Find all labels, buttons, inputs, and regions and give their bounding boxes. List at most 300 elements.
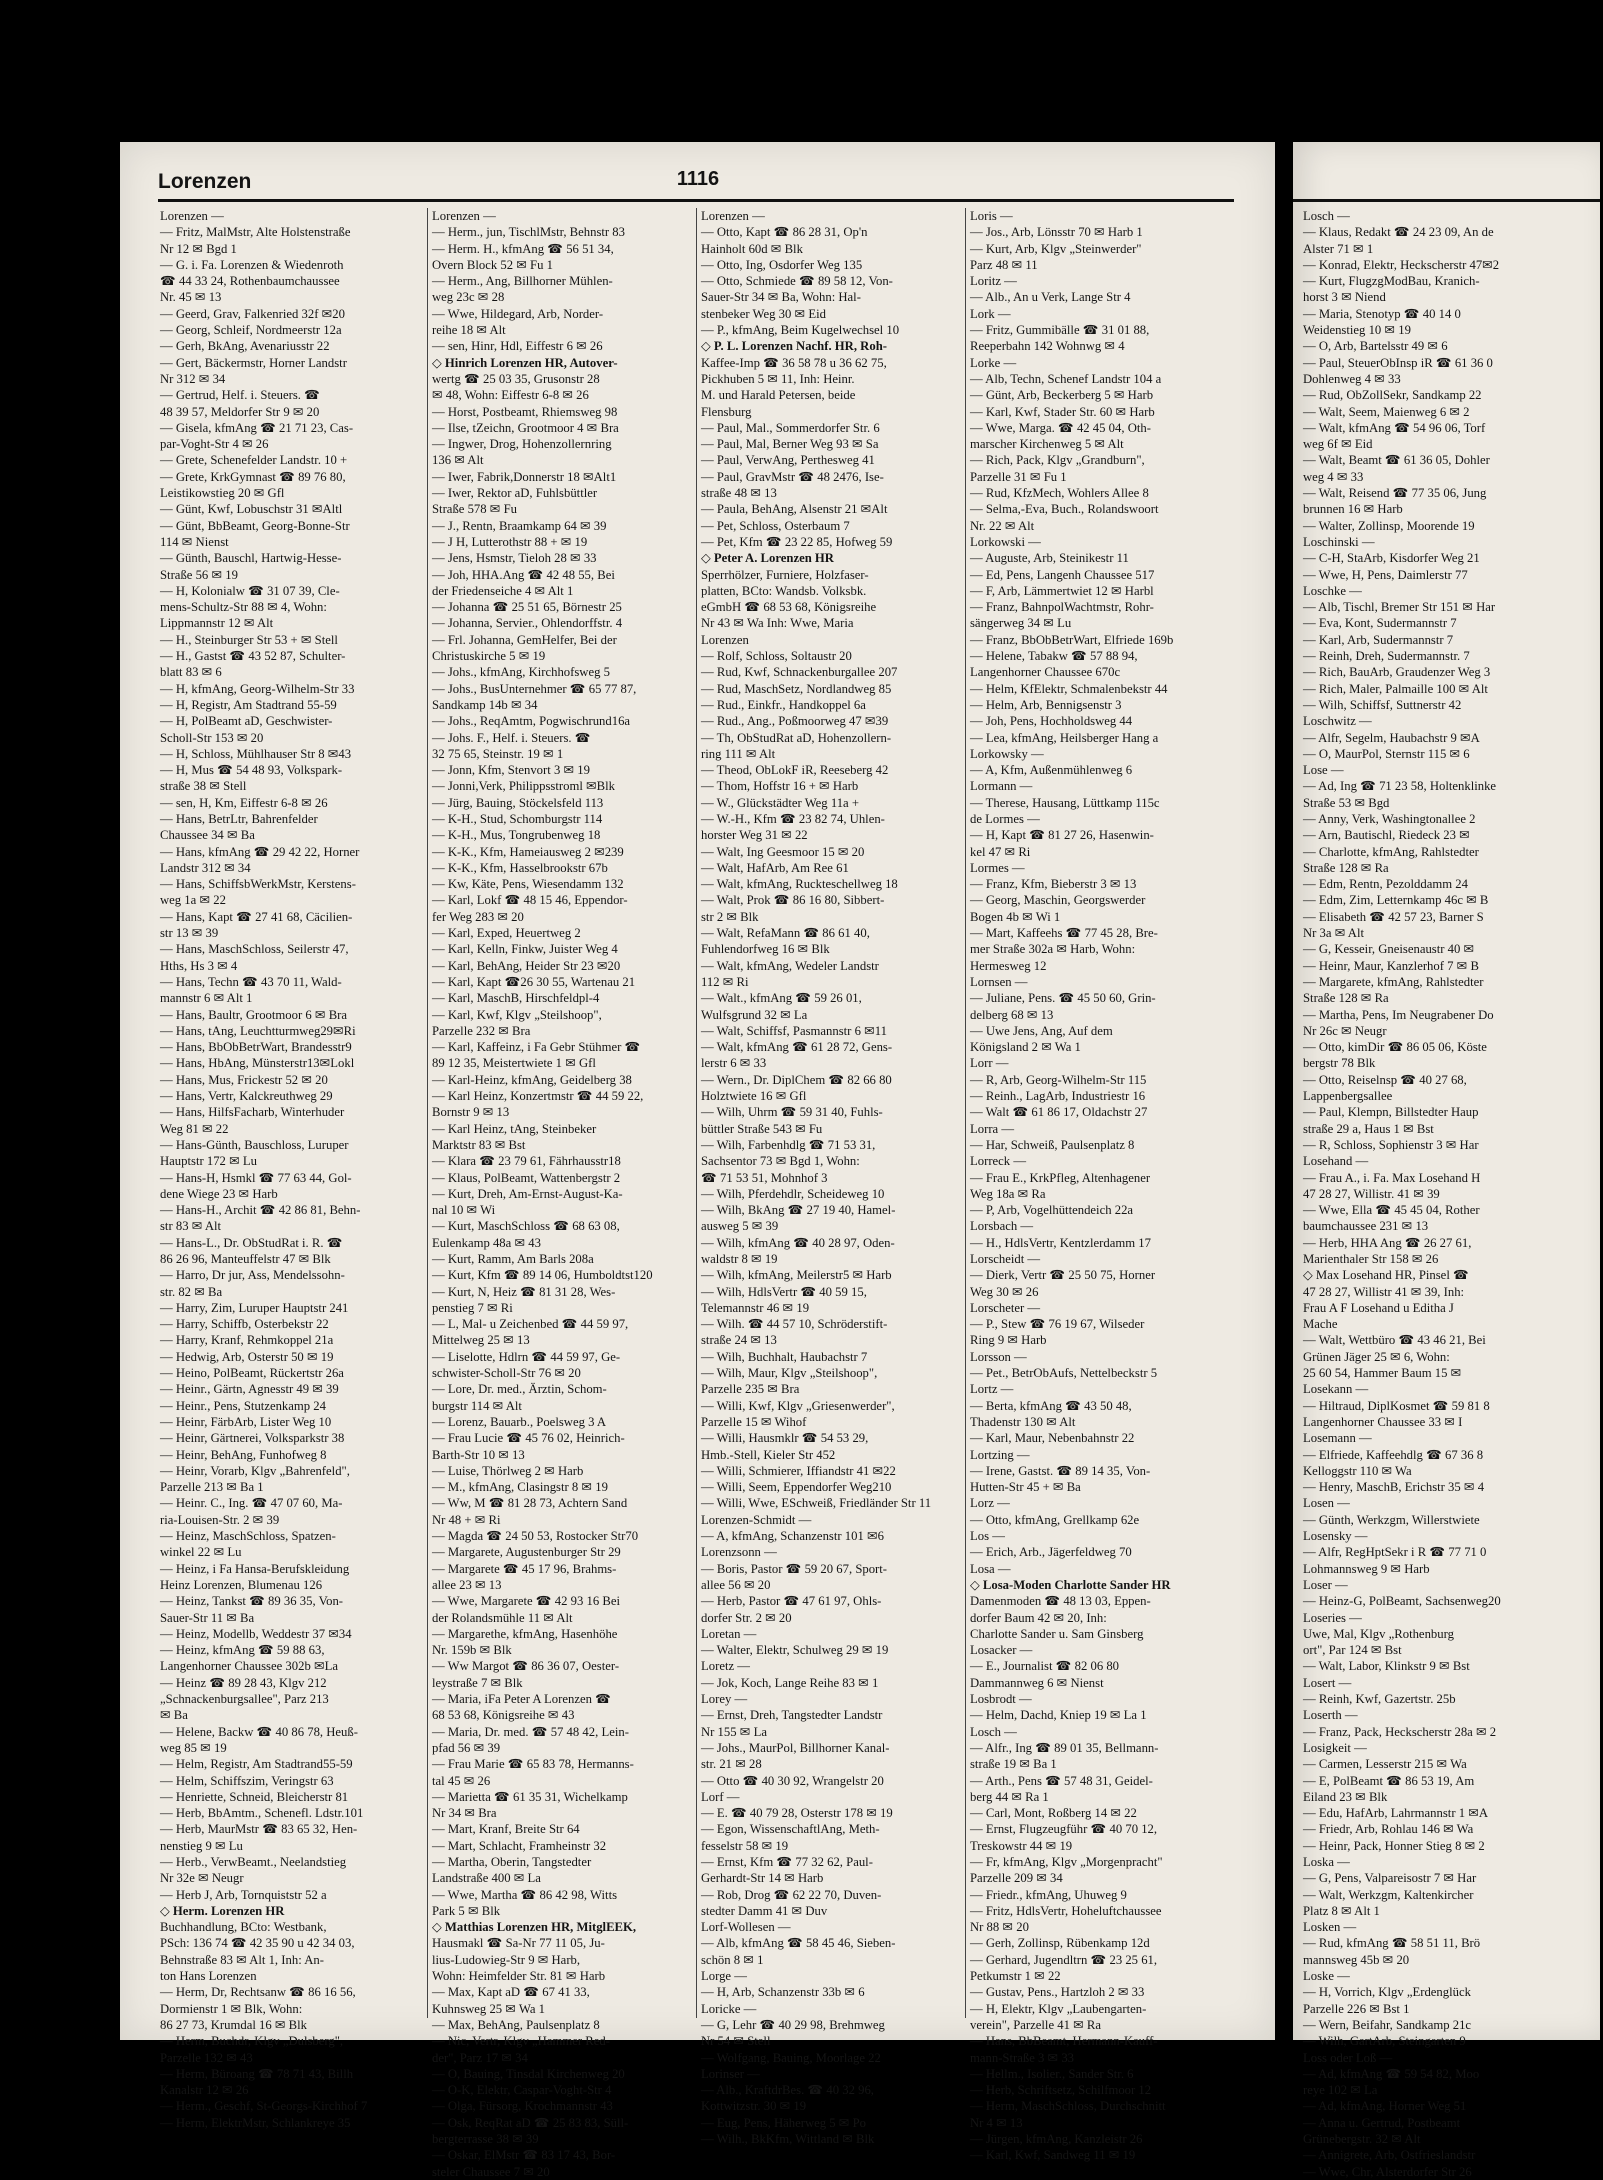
directory-entry-line: Parzelle 15 ✉ Wihof (701, 1414, 807, 1429)
directory-entry-line: — Walt, kfmAng, Ruckteschellweg 18 (701, 877, 898, 892)
directory-entry-line: — Rud., Einkfr., Handkoppel 6a (701, 697, 866, 712)
directory-entry-line: — H., Gastst ☎ 43 52 87, Schulter- (160, 649, 346, 664)
directory-entry-line: ◇ Peter A. Lorenzen HR (701, 551, 834, 566)
directory-entry-line: Losch — (1303, 209, 1350, 223)
directory-entry-line: mer Straße 302a ✉ Harb, Wohn: (970, 942, 1136, 957)
directory-entry-line: ✉ 48, Wohn: Eiffestr 6-8 ✉ 26 (432, 388, 589, 403)
directory-entry-line: waldstr 8 ✉ 19 (701, 1252, 778, 1266)
next-page (1293, 142, 1600, 2179)
directory-entry-line: — Erich, Arb., Jägerfeldweg 70 (970, 1545, 1132, 1560)
directory-entry-line: — Paul, Mal., Sommerdorfer Str. 6 (701, 420, 880, 435)
directory-entry-line: — Karl, Kwf, Stader Str. 60 ✉ Harb (970, 404, 1155, 419)
directory-entry-line: str 2 ✉ Blk (701, 909, 759, 924)
directory-entry-line: — H, Arb, Schanzenstr 33b ✉ 6 (701, 1985, 865, 2000)
directory-entry-line: — Gert, Bäckermstr, Horner Landstr (160, 355, 347, 370)
directory-entry-line: — Kurt, FlugzgModBau, Kranich- (1303, 274, 1480, 289)
directory-entry-line: — K-H., Mus, Tongrubenweg 18 (432, 828, 601, 843)
directory-entry-line: — Heinr., Gärtn, Agnesstr 49 ✉ 39 (160, 1382, 339, 1397)
directory-entry-line: — Walter, Zollinsp, Moorende 19 (1303, 518, 1475, 533)
directory-entry-line: — Rud, Kwf, Schnackenburgallee 207 (701, 665, 898, 680)
directory-entry-line: 48 39 57, Meldorfer Str 9 ✉ 20 (160, 404, 320, 419)
directory-entry-line: — H., Steinburger Str 53 + ✉ Stell (160, 632, 338, 647)
directory-entry-line: marscher Kirchenweg 5 ✉ Alt (970, 437, 1124, 452)
directory-entry-line: — Selma,-Eva, Buch., Rolandswoort (970, 502, 1159, 517)
directory-entry-line: Hmb.-Stell, Kieler Str 452 (701, 1447, 836, 1462)
directory-entry-line: — Elisabeth ☎ 42 57 23, Barner S (1303, 909, 1484, 924)
directory-entry-line: — Wilh, Maur, Klgv „Steilshoop", (701, 1366, 878, 1381)
directory-entry-line: — Wilh, kfmAng, Meilerstr5 ✉ Harb (701, 1268, 892, 1283)
directory-entry-line: — Alb, Tischl, Bremer Str 151 ✉ Har (1303, 600, 1496, 615)
directory-entry-line: — Rich, Maler, Palmaille 100 ✉ Alt (1303, 681, 1488, 696)
column-2 (427, 208, 696, 2179)
directory-entry-line: Nr. 22 ✉ Alt (970, 518, 1035, 533)
directory-entry-line: — Har, Schweiß, Paulsenplatz 8 (970, 1137, 1135, 1152)
directory-entry-line: brunnen 16 ✉ Harb (1303, 502, 1403, 517)
directory-entry-line: — Marietta ☎ 61 35 31, Wichelkamp (432, 1789, 628, 1804)
directory-entry-line: Losbrodt — (970, 1692, 1032, 1707)
directory-entry-line: — Alb, Techn, Schenef Landstr 104 a (970, 371, 1162, 386)
directory-entry-line: — Otto, kimDir ☎ 86 05 06, Köste (1303, 1040, 1487, 1055)
directory-entry-line: — H, Schloss, Mühlhauser Str 8 ✉43 (160, 746, 352, 761)
directory-entry-line: kel 47 ✉ Ri (970, 844, 1031, 859)
directory-entry-line: — Wilh, Farbenhdlg ☎ 71 53 31, (701, 1137, 876, 1152)
directory-entry-line: — Kurt, N, Heiz ☎ 81 31 28, Wes- (432, 1284, 616, 1299)
directory-entry-line: winkel 22 ✉ Lu (160, 1545, 242, 1560)
directory-entry-line: — Wilh, HdlsVertr ☎ 40 59 15, (701, 1284, 867, 1299)
directory-entry-line: schön 8 ✉ 1 (701, 1952, 764, 1967)
directory-entry-line: — Hans, BetrLtr, Bahrenfelder (160, 811, 318, 826)
directory-entry-line: — Rich, BauArb, Graudenzer Weg 3 (1303, 665, 1491, 680)
directory-entry-line: — Th, ObStudRat aD, Hohenzollern- (701, 730, 892, 745)
directory-entry-line: — Iwer, Fabrik,Donnerstr 18 ✉Alt1 (432, 469, 617, 484)
directory-entry-line: — Walt, Ing Geesmoor 15 ✉ 20 (701, 844, 865, 859)
directory-entry-line: Lorge — (701, 1969, 747, 1984)
directory-entry-line: — Hans, Kapt ☎ 27 41 68, Cäcilien- (160, 909, 353, 924)
directory-entry-line: — Margarete, Augustenburger Str 29 (432, 1545, 621, 1560)
directory-entry-line: Mittelweg 25 ✉ 13 (432, 1333, 530, 1348)
directory-entry-line: — Rud., Ang., Poßmoorweg 47 ✉39 (701, 714, 889, 729)
directory-entry-line: — Edu, HafArb, Lahrmannstr 1 ✉A (1303, 1806, 1489, 1821)
directory-entry-line: Petkumstr 1 ✉ 22 (970, 1969, 1061, 1984)
directory-entry-line: — O, MaurPol, Sternstr 115 ✉ 6 (1303, 746, 1470, 761)
directory-entry-line: — G, Kesseir, Gneisenaustr 40 ✉ (1303, 942, 1475, 957)
directory-entry-line: — M., kfmAng, Clasingstr 8 ✉ 19 (432, 1480, 608, 1495)
directory-entry-line: 86 27 73, Krumdal 16 ✉ Blk (160, 2017, 308, 2032)
directory-entry-line: Hauptstr 172 ✉ Lu (160, 1154, 257, 1169)
directory-entry-line: ◇ Herm. Lorenzen HR (160, 1903, 285, 1918)
directory-entry-line: Nr 54 ✉ Stell (701, 2034, 771, 2049)
directory-entry-line: ort", Par 124 ✉ Bst (1303, 1643, 1402, 1658)
directory-entry-line: Nr 3a ✉ Alt (1303, 926, 1365, 941)
directory-entry-line: PSch: 136 74 ☎ 42 35 90 u 42 34 03, (160, 1936, 355, 1951)
directory-entry-line: — Osk, ReqRat aD ☎ 25 83 83, Süll- (432, 2115, 629, 2130)
directory-entry-line: delberg 68 ✉ 13 (970, 1007, 1054, 1022)
directory-entry-line: Loretz — (701, 1659, 750, 1674)
directory-entry-line: — sen, H, Km, Eiffestr 6-8 ✉ 26 (160, 795, 328, 810)
directory-entry-line: Straße 53 ✉ Bgd (1303, 795, 1390, 810)
directory-entry-line: — Alfr., Ing ☎ 89 01 35, Bellmann- (970, 1740, 1159, 1755)
directory-entry-line: Chaussee 34 ✉ Ba (160, 828, 255, 843)
directory-entry-line: — Ad, kfmAng, Horner Weg 51 (1303, 2099, 1467, 2114)
directory-entry-line: — Walt, Wettbüro ☎ 43 46 21, Bei (1303, 1333, 1486, 1348)
directory-entry-line: Sauer-Str 34 ✉ Ba, Wohn: Hal- (701, 290, 861, 305)
directory-entry-line: Lorf-Wollesen — (701, 1920, 791, 1935)
directory-entry-line: — Martha, Pens, Im Neugrabener Do (1303, 1007, 1494, 1022)
directory-entry-line: — Herm, ElektrMstr, Schlankreye 35 (160, 2115, 351, 2130)
directory-entry-line: penstieg 7 ✉ Ri (432, 1300, 513, 1315)
directory-entry-line: M. und Harald Petersen, beide (701, 388, 856, 403)
directory-entry-line: Alster 71 ✉ 1 (1303, 241, 1374, 256)
directory-entry-line: — Margarete, kfmAng, Rahlstedter (1303, 974, 1484, 989)
directory-entry-line: de Lormes — (970, 811, 1040, 826)
page-number: 1116 (676, 168, 720, 190)
directory-entry-line: — Hellm., Isolier., Sander Str. 6 (970, 2066, 1134, 2081)
directory-entry-line: — Alfr, RegHptSekr i R ☎ 77 71 0 (1303, 1545, 1487, 1560)
directory-entry-line: — Lore, Dr. med., Ärztin, Schom- (432, 1382, 607, 1397)
directory-entry-line: — Helm, Schiffszim, Veringstr 63 (160, 1773, 334, 1788)
header-rule (158, 199, 1234, 202)
directory-entry-line: Losen — (1303, 1496, 1350, 1511)
directory-entry-line: — Karl, Lokf ☎ 48 15 46, Eppendor- (432, 893, 628, 908)
directory-entry-line: — E, PolBeamt ☎ 86 53 19, Am (1303, 1773, 1475, 1788)
directory-entry-line: — Otto, Schmiede ☎ 89 58 12, Von- (701, 274, 893, 289)
directory-entry-line: — Gerhard, Jugendltrn ☎ 23 25 61, (970, 1952, 1158, 1967)
directory-entry-line: Park 5 ✉ Blk (432, 1903, 501, 1918)
directory-entry-line: — Herm., jun, TischlMstr, Behnstr 83 (432, 225, 625, 240)
directory-entry-line: Losa — (970, 1561, 1011, 1576)
directory-entry-line: — Otto, kfmAng, Grellkamp 62e (970, 1512, 1140, 1527)
directory-entry-line: — Berta, kfmAng ☎ 43 50 48, (970, 1398, 1132, 1413)
directory-entry-line: — Carl, Mont, Roßberg 14 ✉ 22 (970, 1806, 1137, 1821)
directory-entry-line: ☎ 44 33 24, Rothenbaumchaussee (160, 274, 340, 289)
directory-entry-line: — Walt, kfmAng ☎ 61 28 72, Gens- (701, 1040, 893, 1055)
directory-entry-line: allee 23 ✉ 13 (432, 1577, 502, 1592)
directory-entry-line: Lorkowski — (970, 534, 1041, 549)
directory-entry-line: — Wilh, Uhrm ☎ 59 31 40, Fuhls- (701, 1105, 883, 1120)
directory-entry-line: Bornstr 9 ✉ 13 (432, 1105, 510, 1120)
column-4 (965, 208, 1234, 2163)
directory-entry-line: — Karl, BehAng, Heider Str 23 ✉20 (432, 958, 621, 973)
directory-entry-line: Parzelle 209 ✉ 34 (970, 1871, 1063, 1886)
directory-entry-line: Losert — (1303, 1675, 1352, 1690)
directory-entry-line: Hutten-Str 45 + ✉ Ba (970, 1480, 1081, 1495)
directory-entry-line: — Gisela, kfmAng ☎ 21 71 23, Cas- (160, 420, 354, 435)
directory-entry-line: Parz 48 ✉ 11 (970, 257, 1038, 272)
directory-entry-line: Reeperbahn 142 Wohnwg ✉ 4 (970, 339, 1125, 354)
directory-entry-line: — Otto, Ing, Osdorfer Weg 135 (701, 257, 863, 272)
directory-entry-line: Eulenkamp 48a ✉ 43 (432, 1235, 541, 1250)
directory-entry-line: — Paul, VerwAng, Perthesweg 41 (701, 453, 875, 468)
header-name: Lorenzen (158, 170, 252, 193)
directory-entry-line: — Juliane, Pens. ☎ 45 50 60, Grin- (970, 991, 1156, 1006)
directory-entry-line: — Edm, Zim, Letternkamp 46c ✉ B (1303, 893, 1489, 908)
directory-entry-line: Lorkowsky — (970, 746, 1044, 761)
directory-entry-line: bergterrasse 38 ✉ 39 (432, 2132, 539, 2147)
directory-entry-line: — Friedr, Arb, Rohlau 146 ✉ Wa (1303, 1822, 1474, 1837)
directory-entry-line: — Willi, Seem, Eppendorfer Weg210 (701, 1480, 892, 1495)
directory-entry-line: 136 ✉ Alt (432, 453, 484, 468)
directory-entry-line: — Wilh, Pferdehdlr, Scheideweg 10 (701, 1186, 885, 1201)
directory-entry-line: — Dierk, Vertr ☎ 25 50 75, Horner (970, 1268, 1156, 1283)
directory-entry-line: Lortzing — (970, 1447, 1030, 1462)
directory-entry-line: — Günth, Werkzgm, Willerstwiete (1303, 1512, 1480, 1527)
directory-entry-line: blatt 83 ✉ 6 (160, 665, 222, 680)
directory-entry-line: Damenmoden ☎ 48 13 03, Eppen- (970, 1594, 1151, 1609)
directory-entry-line: — Friedr., kfmAng, Uhuweg 9 (970, 1887, 1127, 1902)
entry-columns (158, 208, 1234, 2179)
directory-entry-line: Grünebergstr. 32 ✉ Alt (1303, 2132, 1421, 2147)
directory-entry-line: — Herm, Dr, Rechtsanw ☎ 86 16 56, (160, 1985, 356, 2000)
directory-entry-line: Langenhorner Chaussee 302b ✉La (160, 1659, 338, 1674)
directory-entry-line: — Heinz-G, PolBeamt, Sachsenweg20 (1303, 1594, 1501, 1609)
directory-entry-line: — Walt, RefaMann ☎ 86 61 40, (701, 926, 870, 941)
directory-entry-line: Bogen 4b ✉ Wi 1 (970, 909, 1061, 924)
directory-entry-line: — Carmen, Lesserstr 215 ✉ Wa (1303, 1757, 1467, 1772)
directory-entry-line: — Karl, Maur, Nebenbahnstr 22 (970, 1431, 1135, 1446)
directory-entry-line: Nr. 45 ✉ 13 (160, 290, 222, 305)
directory-entry-line: — Heinz, i Fa Hansa-Berufskleidung (160, 1561, 350, 1576)
directory-entry-line: Loschinski — (1303, 534, 1375, 549)
directory-entry-line: Lose — (1303, 763, 1344, 778)
directory-entry-line: Ring 9 ✉ Harb (970, 1333, 1047, 1348)
directory-entry-line: — Helm, Arb, Bennigsenstr 3 (970, 697, 1122, 712)
directory-entry-line: — Helene, Tabakw ☎ 57 88 94, (970, 649, 1138, 664)
directory-entry-line: Nr 32e ✉ Neugr (160, 1871, 244, 1886)
directory-entry-line: 112 ✉ Ri (701, 974, 749, 989)
directory-entry-line: par-Voght-Str 4 ✉ 26 (160, 437, 269, 452)
directory-entry-line: — Hans, MaschSchloss, Seilerstr 47, (160, 942, 349, 957)
directory-entry-line: Losekann — (1303, 1382, 1369, 1397)
directory-entry-line: — H, Elektr, Klgv „Laubengarten- (970, 2001, 1147, 2016)
directory-entry-line: — Harry, Kranf, Rehmkoppel 21a (160, 1333, 334, 1348)
directory-entry-line: Nr 48 + ✉ Ri (432, 1512, 501, 1527)
directory-entry-line: — Karl, Kaffeinz, i Fa Gebr Stühmer ☎ (432, 1040, 641, 1055)
directory-entry-line: — Hans, BbBeamt, Hermann-Kauff- (970, 2034, 1158, 2049)
directory-entry-line: Lorsson — (970, 1349, 1027, 1364)
directory-entry-line: ✉ Ba (160, 1708, 188, 1723)
directory-entry-line: — Pet., BetrObAufs, Nettelbeckstr 5 (970, 1366, 1158, 1381)
directory-entry-line: — Walt, Schiffsf, Pasmannstr 6 ✉11 (701, 1023, 887, 1038)
directory-entry-line: — Hiltraud, DiplKosmet ☎ 59 81 8 (1303, 1398, 1490, 1413)
directory-entry-line: weg 1a ✉ 22 (160, 893, 226, 908)
directory-entry-line: Lorenzsonn — (701, 1545, 777, 1560)
directory-entry-line: — Therese, Hausang, Lüttkamp 115c (970, 795, 1160, 810)
directory-entry-line: — Karl, Kelln, Finkw, Juister Weg 4 (432, 942, 618, 957)
directory-entry-line: — Walt., kfmAng ☎ 59 26 01, (701, 991, 862, 1006)
directory-entry-line: nenstieg 9 ✉ Lu (160, 1838, 243, 1853)
directory-entry-line: — Jos., Arb, Lönsstr 70 ✉ Harb 1 (970, 225, 1143, 240)
directory-entry-line: — Herm., Geschf, St-Georgs-Kirchhof 7 (160, 2099, 368, 2114)
directory-entry-line: — Irene, Gastst. ☎ 89 14 35, Von- (970, 1463, 1151, 1478)
directory-entry-line: Straße 578 ✉ Fu (432, 502, 517, 517)
directory-entry-line: — Heinz ☎ 89 28 43, Klgv 212 (160, 1675, 327, 1690)
directory-entry-line: Lortz — (970, 1382, 1014, 1397)
directory-entry-line: — Johanna, Servier., Ohlendorffstr. 4 (432, 616, 623, 631)
directory-entry-line: weg 4 ✉ 33 (1303, 469, 1364, 484)
directory-entry-line: — Wilh, Buchhalt, Haubachstr 7 (701, 1349, 868, 1364)
directory-entry-line: — Paul, GravMstr ☎ 48 2476, Ise- (701, 469, 884, 484)
directory-entry-line: Loricke — (701, 2001, 757, 2016)
directory-entry-line: ton Hans Lorenzen (160, 1969, 257, 1984)
directory-entry-line: mann-Straße 3 ✉ 33 (970, 2050, 1075, 2065)
directory-entry-line: Buchhandlung, BCto: Westbank, (160, 1920, 327, 1935)
directory-entry-line: — Karl, Kapt ☎26 30 55, Wartenau 21 (432, 974, 636, 989)
directory-entry-line: — Hans, Baultr, Grootmoor 6 ✉ Bra (160, 1007, 348, 1022)
directory-entry-line: — Rich, Pack, Klgv „Grandburn", (970, 453, 1145, 468)
directory-entry-line: — Walt, Prok ☎ 86 16 80, Sibbert- (701, 893, 885, 908)
directory-entry-line: — Georg, Maschin, Georgswerder (970, 893, 1146, 908)
directory-entry-line: — Oskar, ElMstr ☎ 83 17 43, Bor- (432, 2148, 616, 2163)
directory-entry-line: — Geerd, Grav, Falkenried 32f ✉20 (160, 306, 345, 321)
directory-entry-line: reihe 18 ✉ Alt (432, 323, 506, 338)
directory-entry-line: Weg 18a ✉ Ra (970, 1186, 1046, 1201)
directory-entry-line: Nr 43 ✉ Wa Inh: Wwe, Maria (701, 616, 854, 631)
directory-entry-line: 86 26 96, Manteuffelstr 47 ✉ Blk (160, 1252, 331, 1266)
directory-entry-line: Overn Block 52 ✉ Fu 1 (432, 257, 553, 272)
directory-entry-line: — Mart, Schlacht, Framheinstr 32 (432, 1838, 607, 1853)
directory-entry-line: Loschwitz — (1303, 714, 1372, 729)
directory-entry-line: — Paul, Klempn, Billstedter Haup (1303, 1105, 1479, 1120)
directory-entry-line: Loser — (1303, 1577, 1348, 1592)
directory-entry-line: Nr 34 ✉ Bra (432, 1806, 497, 1821)
directory-entry-line: Lorscheter — (970, 1300, 1041, 1315)
directory-entry-line: Barth-Str 10 ✉ 13 (432, 1447, 525, 1462)
directory-entry-line: ria-Louisen-Str. 2 ✉ 39 (160, 1512, 280, 1527)
directory-entry-line: schwister-Scholl-Str 76 ✉ 20 (432, 1366, 581, 1381)
directory-entry-line: burgstr 114 ✉ Alt (432, 1398, 522, 1413)
directory-entry-line: ring 111 ✉ Alt (701, 746, 776, 761)
directory-entry-line: — P., kfmAng, Beim Kugelwechsel 10 (701, 323, 900, 338)
directory-entry-line: — Egon, WissenschaftlAng, Meth- (701, 1822, 880, 1837)
directory-entry-line: Sandkamp 14b ✉ 34 (432, 697, 538, 712)
directory-entry-line: Platz 8 ✉ Alt 1 (1303, 1903, 1380, 1918)
directory-entry-line: Lorinser — (701, 2066, 760, 2081)
directory-entry-line: Lorey — (701, 1692, 748, 1707)
directory-entry-line: — Reinh, Kwf, Gazertstr. 25b (1303, 1692, 1456, 1707)
directory-entry-line: — Hans, SchiffsbWerkMstr, Kerstens- (160, 877, 356, 892)
directory-entry-line: — Johs., ReqAmtm, Pogwischrund16a (432, 714, 631, 729)
directory-entry-line: Sperrhölzer, Furniere, Holzfaser- (701, 567, 869, 582)
directory-entry-line: — Wwe, Martha ☎ 86 42 98, Witts (432, 1887, 618, 1902)
directory-entry-line: Pickhuben 5 ✉ 11, Inh: Heinr. (701, 371, 855, 386)
directory-entry-line: stedter Damm 41 ✉ Duv (701, 1903, 828, 1918)
directory-entry-line: — Fritz, HdlsVertr, Hoheluftchaussee (970, 1903, 1162, 1918)
directory-entry-line: — Walt, Werkzgm, Kaltenkircher (1303, 1887, 1474, 1902)
directory-entry-line: 89 12 35, Meistertwiete 1 ✉ Gfl (432, 1056, 596, 1071)
directory-entry-line: Lorsbach — (970, 1219, 1034, 1234)
directory-entry-line: — Wilh, Schiffsf, Suttnerstr 42 (1303, 697, 1462, 712)
directory-entry-line: — Heinr, FärbArb, Lister Weg 10 (160, 1414, 332, 1429)
directory-entry-line: Loritz — (970, 274, 1017, 289)
directory-entry-line: Lippmannstr 12 ✉ Alt (160, 616, 274, 631)
directory-entry-line: — Eug, Pens, Häherweg 5 ✉ Po (701, 2115, 866, 2130)
directory-entry-line: ◇ Losa-Moden Charlotte Sander HR (970, 1577, 1171, 1592)
directory-entry-line: — Rud, kfmAng ☎ 58 51 11, Brö (1303, 1936, 1481, 1951)
directory-entry-line: stenbeker Weg 30 ✉ Eid (701, 306, 826, 321)
directory-entry-line: — Herm, MaschSchloss, Durchschnitt (970, 2099, 1166, 2114)
directory-entry-line: — Olga, Fürsorg, Krochmannstr 43 (432, 2099, 613, 2114)
directory-entry-line: — Heinz, Tankst ☎ 89 36 35, Von- (160, 1594, 344, 1609)
directory-entry-line: Marktstr 83 ✉ Bst (432, 1137, 526, 1152)
directory-entry-line: — Helm, KfElektr, Schmalenbekstr 44 (970, 681, 1168, 696)
directory-entry-line: str. 82 ✉ Ba (160, 1284, 223, 1299)
directory-entry-line: — J H, Lutterothstr 88 + ✉ 19 (432, 534, 588, 549)
directory-entry-line: — Elfriede, Kaffeehdlg ☎ 67 36 8 (1303, 1447, 1484, 1462)
directory-entry-line: — Harry, Zim, Luruper Hauptstr 241 (160, 1300, 349, 1315)
directory-entry-line: — Hans, HilfsFacharb, Winterhuder (160, 1105, 345, 1120)
directory-entry-line: verein", Parzelle 41 ✉ Ra (970, 2017, 1102, 2032)
directory-entry-line: Loserth — (1303, 1708, 1358, 1723)
directory-entry-line: Lorf — (701, 1789, 740, 1804)
directory-entry-line: — Arth., Pens ☎ 57 48 31, Geidel- (970, 1773, 1153, 1788)
directory-entry-line: Lorz — (970, 1496, 1010, 1511)
directory-entry-line: — Wwe, Chr, Alsterdorfer Str 26 (1303, 2164, 1472, 2179)
directory-entry-line: Parzelle 31 ✉ Fu 1 (970, 469, 1067, 484)
directory-entry-line: Thadenstr 130 ✉ Alt (970, 1414, 1076, 1429)
directory-entry-line: 25 60 54, Hammer Baum 15 ✉ (1303, 1366, 1462, 1381)
directory-entry-line: — H, PolBeamt aD, Geschwister- (160, 714, 333, 729)
directory-entry-line: — Otto, Kapt ☎ 86 28 31, Op'n (701, 225, 868, 240)
directory-entry-line: Lorenzen (701, 632, 749, 647)
directory-entry-line: — Anny, Verk, Washingtonallee 2 (1303, 811, 1476, 826)
directory-entry-line: 68 53 68, Königsreihe ✉ 43 (432, 1708, 575, 1723)
directory-entry-line: Weg 30 ✉ 26 (970, 1284, 1039, 1299)
directory-entry-line: — Paul, Mal, Berner Weg 93 ✉ Sa (701, 437, 879, 452)
directory-entry-line: weg 23c ✉ 28 (432, 290, 505, 305)
directory-entry-line: — Herb, BbAmtm., Schenefl. Ldstr.101 (160, 1806, 364, 1821)
directory-entry-line: — Iwer, Rektor aD, Fuhlsbüttler (432, 486, 598, 501)
directory-entry-line: — Herm, Büroang ☎ 78 71 43, Billh (160, 2066, 354, 2081)
directory-entry-line: nal 10 ✉ Wi (432, 1203, 496, 1218)
directory-entry-line: Loris — (970, 209, 1013, 223)
directory-entry-line: — Herm, Buchdr, Klgv „Dulsberg", (160, 2034, 344, 2049)
directory-entry-line: — Annigrete, Arb, Ostfrieslandstr (1303, 2148, 1476, 2163)
directory-entry-line: — Reinh, Dreh, Sudermannstr. 7 (1303, 649, 1470, 664)
directory-entry-line: Landstraße 400 ✉ La (432, 1871, 541, 1886)
directory-entry-line: — Margarethe, kfmAng, Hasenhöhe (432, 1626, 618, 1641)
directory-entry-line: — Kurt, Dreh, Am-Ernst-August-Ka- (432, 1186, 623, 1201)
directory-entry-line: — Klara ☎ 23 79 61, Fährhausstr18 (432, 1154, 621, 1169)
directory-entry-line: — Fritz, MalMstr, Alte Holstenstraße (160, 225, 351, 240)
directory-entry-line: Lorenzen — (160, 209, 224, 223)
directory-entry-line: — Mart, Kranf, Breite Str 64 (432, 1822, 580, 1837)
directory-entry-line: Dormienstr 1 ✉ Blk, Wohn: (160, 2001, 303, 2016)
directory-entry-line: — Wwe, Ella ☎ 45 45 04, Rother (1303, 1203, 1480, 1218)
directory-entry-line: Straße 128 ✉ Ra (1303, 860, 1389, 875)
directory-entry-line: — sen, Hinr, Hdl, Eiffestr 6 ✉ 26 (432, 339, 603, 354)
directory-entry-line: — Franz, BahnpolWachtmstr, Rohr- (970, 600, 1154, 615)
directory-entry-line: Treskowstr 44 ✉ 19 (970, 1838, 1073, 1853)
directory-entry-line: — K-H., Stud, Schomburgstr 114 (432, 811, 603, 826)
directory-entry-line: — Heinr. C., Ing. ☎ 47 07 60, Ma- (160, 1496, 343, 1511)
directory-entry-line: Kaffee-Imp ☎ 36 58 78 u 36 62 75, (701, 355, 887, 370)
directory-entry-line: Hausmakl ☎ Sa-Nr 77 11 05, Ju- (432, 1936, 605, 1951)
directory-entry-line: Kuhnsweg 25 ✉ Wa 1 (432, 2001, 545, 2016)
directory-entry-line: — Hans, Techn ☎ 43 70 11, Wald- (160, 974, 342, 989)
directory-entry-line: reye 102 ✉ La (1303, 2083, 1378, 2098)
directory-entry-line: Lorenzen-Schmidt — (701, 1512, 812, 1527)
directory-entry-line: lerstr 6 ✉ 33 (701, 1056, 767, 1071)
directory-entry-line: Mache (1303, 1317, 1338, 1332)
directory-entry-line: Eiland 23 ✉ Blk (1303, 1789, 1388, 1804)
directory-entry-line: — Heinr, Vorarb, Klgv „Bahrenfeld", (160, 1463, 350, 1478)
directory-entry-line: — Heino, PolBeamt, Rückertstr 26a (160, 1366, 344, 1381)
directory-entry-line: Kanalstr 12 ✉ 26 (160, 2083, 249, 2098)
page-header (158, 170, 1234, 198)
directory-entry-line: Weidenstieg 10 ✉ 19 (1303, 323, 1411, 338)
directory-entry-line: Hermesweg 12 (970, 958, 1047, 973)
directory-entry-line: Parzelle 132 ✉ 43 (160, 2050, 253, 2065)
